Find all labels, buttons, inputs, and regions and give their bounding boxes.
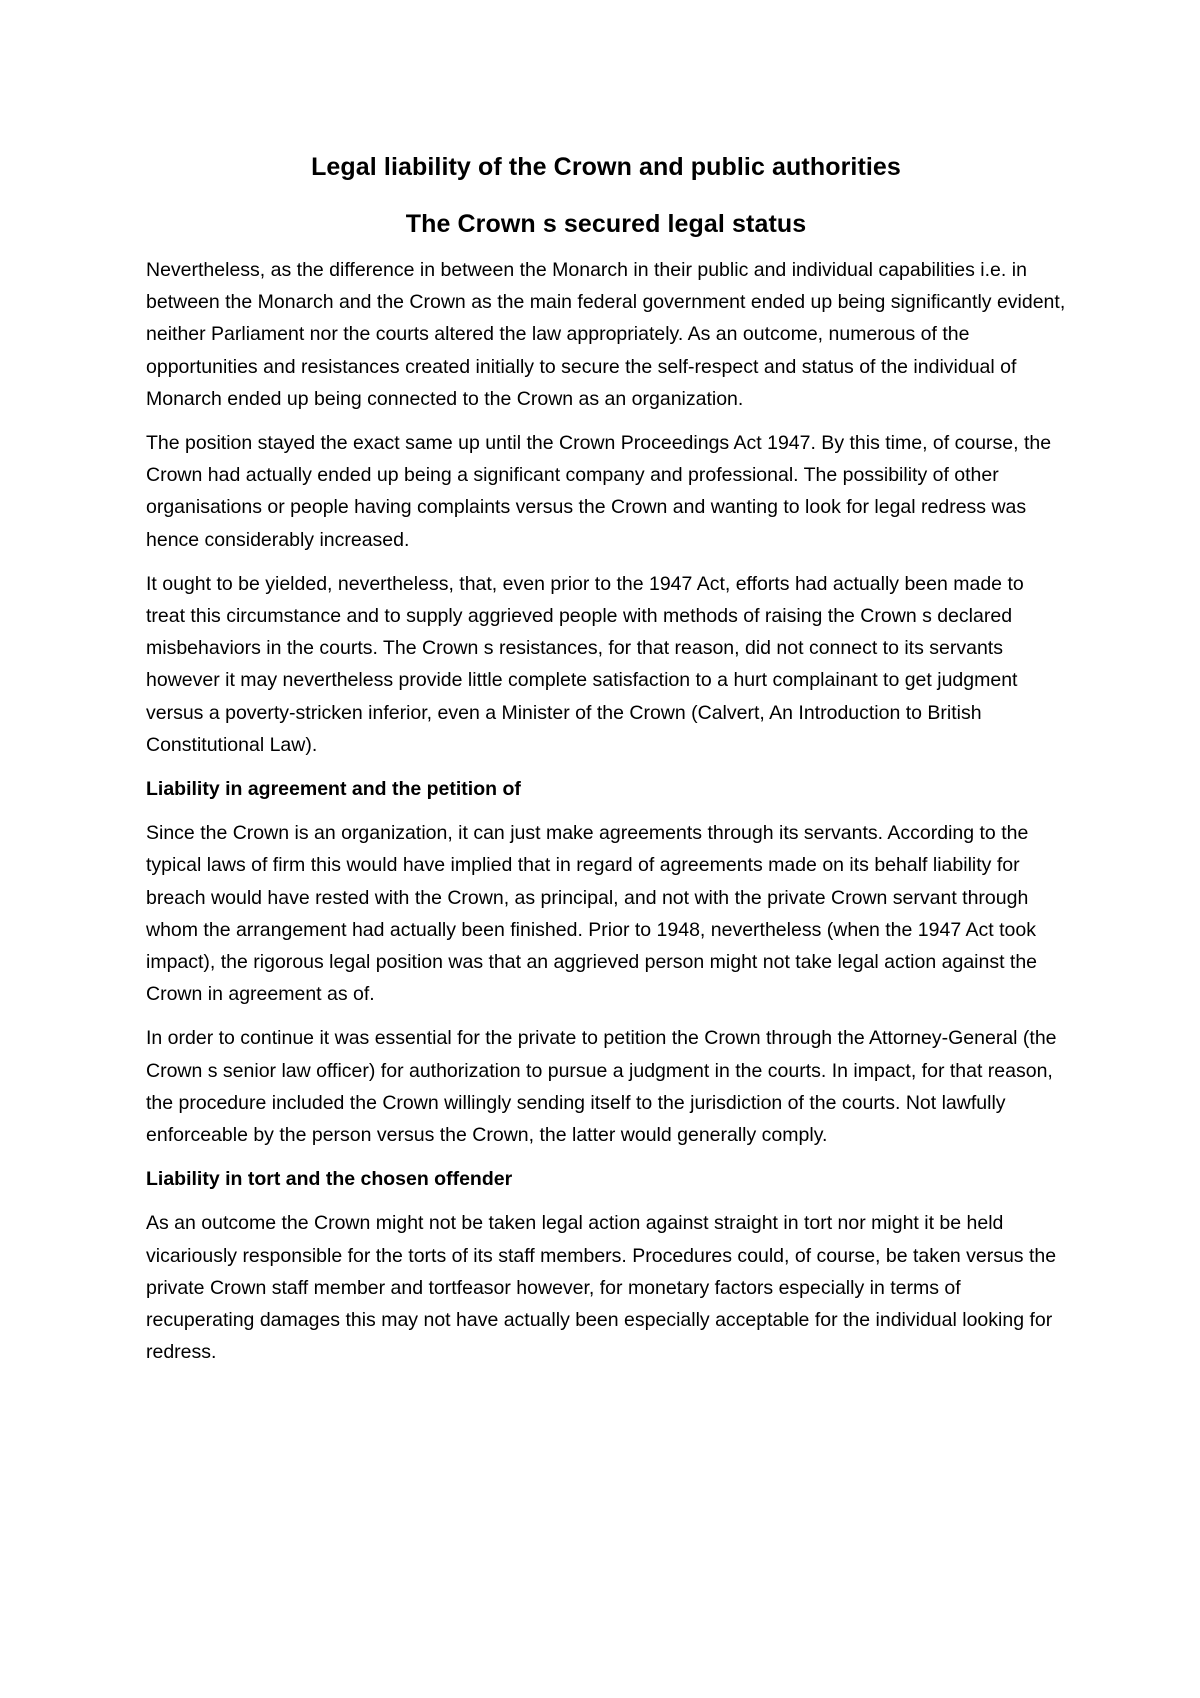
paragraph-intro-2: The position stayed the exact same up until the Crown Proceedings Act 1947. By this time, of course, the Crown had actually ended up being a significant company and professional. The possibility of other organisations or people having complaints versus the Crown and wanting to look for legal redress was hence considerably increased. [146, 432, 1052, 551]
paragraph-intro-3: It ought to be yielded, nevertheless, that, even prior to the 1947 Act, efforts had actually been made to treat this circumstance and to supply aggrieved people with methods of raising the Crown s declared misbehaviors in the courts. The Crown s resistances, for that reason, did not connect to its servants however it may nevertheless provide little complete satisfaction to a hurt complainant to get judgment versus a poverty-stricken inferior, even a Minister of the Crown (Calvert, An Introduction to British Constitutional Law). [146, 572, 1024, 756]
section-heading-tort: Liability in tort and the chosen offender [146, 1168, 513, 1191]
paragraph-agreement-2: In order to continue it was essential for the private to petition the Crown through the Attorney-General (the Crown s senior law officer) for authorization to pursue a judgment in the courts. In impact, for that reason, the procedure included the Crown willingly sending itself to the jurisdiction of the courts. Not lawfully enforceable by the person versus the Crown, the latter would generally comply. [146, 1027, 1057, 1147]
paragraph-tort-1: As an outcome the Crown might not be taken legal action against straight in tort nor might it be held vicariously responsible for the torts of its staff members. Procedures could, of course, be taken versus the private Crown staff member and tortfeasor however, for monetary factors especially in terms of recuperating damages this may not have actually been especially acceptable for the individual looking for redress. [146, 1212, 1057, 1364]
document-body [146, 150, 1066, 1369]
section-heading-agreement: Liability in agreement and the petition of [146, 778, 521, 801]
document-title: Legal liability of the Crown and public authorities [311, 153, 901, 181]
paragraph-intro-1: Nevertheless, as the difference in between the Monarch in their public and individual capabilities i.e. in between the Monarch and the Crown as the main federal government ended up being significantly evident, neither Parliament nor the courts altered the law appropriately. As an outcome, numerous of the opportunities and resistances created initially to secure the self-respect and status of the individual of Monarch ended up being connected to the Crown as an organization. [146, 259, 1066, 410]
document-subtitle: The Crown s secured legal status [405, 210, 807, 238]
paragraph-agreement-1: Since the Crown is an organization, it can just make agreements through its servants. According to the typical laws of firm this would have implied that in regard of agreements made on its behalf liability for breach would have rested with the Crown, as principal, and not with the private Crown servant through whom the arrangement had actually been finished. Prior to 1948, nevertheless (when the 1947 Act took impact), the rigorous legal position was that an aggrieved person might not take legal action against the Crown in agreement as of. [146, 822, 1038, 1006]
